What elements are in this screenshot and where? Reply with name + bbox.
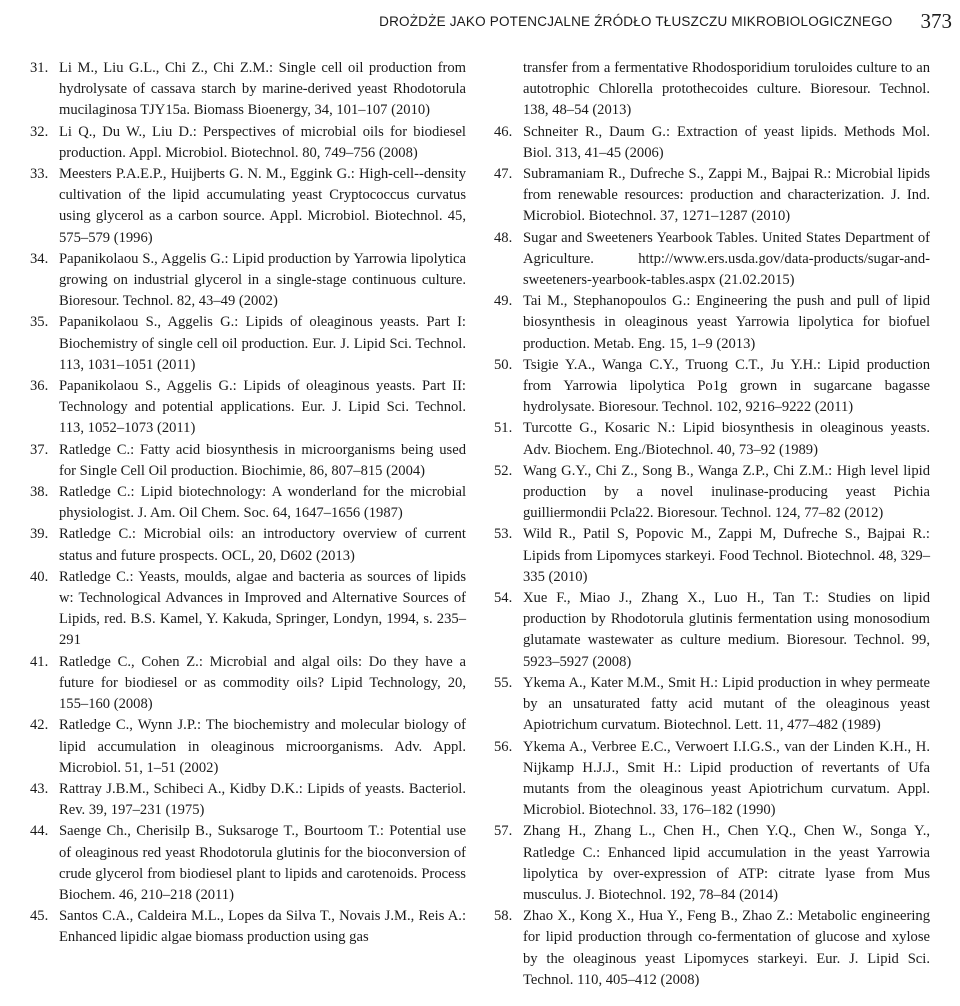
reference-number: 32.	[30, 123, 49, 140]
reference-item	[30, 164, 466, 249]
reference-item	[494, 355, 930, 419]
reference-item	[30, 482, 466, 524]
reference-text: Sugar and Sweeteners Yearbook Tables. United States Department of Agriculture. http://www.ers.usda.gov/data-products/sugar-and-sweeteners-yearbook-tables.aspx (21.02.2015)	[523, 229, 930, 289]
reference-number: 48.	[494, 229, 513, 246]
reference-text: Subramaniam R., Dufreche S., Zappi M., Bajpai R.: Microbial lipids from renewable resources: production and characterization. J. Ind. Microbiol. Biotechnol. 37, 1271–1287 (2010)	[523, 166, 930, 225]
reference-number	[494, 58, 523, 122]
reference-item	[494, 588, 930, 673]
reference-text: Turcotte G., Kosaric N.: Lipid biosynthesis in oleaginous yeasts. Adv. Biochem. Eng./Biotechnol. 40, 73–92 (1989)	[523, 420, 930, 458]
reference-item	[494, 461, 930, 525]
reference-item	[30, 524, 466, 566]
reference-item	[30, 567, 466, 652]
reference-number: 34.	[30, 250, 49, 267]
reference-text: Wild R., Patil S, Popovic M., Zappi M, Dufreche S., Bajpai R.: Lipids from Lipomyces starkeyi. Food Technol. Biotechnol. 48, 329–335 (2010)	[523, 526, 930, 585]
reference-number: 44.	[30, 823, 49, 840]
reference-item	[494, 58, 930, 122]
reference-text: Li M., Liu G.L., Chi Z., Chi Z.M.: Single cell oil production from hydrolysate of cassava starch by marine-derived yeast Rhodotorula mucilaginosa TJY15a. Biomass Bioenergy, 34, 101–107 (2010)	[59, 60, 466, 119]
reference-text: Papanikolaou S., Aggelis G.: Lipids of oleaginous yeasts. Part I: Biochemistry of single cell oil production. Eur. J. Lipid Sci. Technol. 113, 1031–1051 (2011)	[59, 314, 466, 373]
reference-text: Schneiter R., Daum G.: Extraction of yeast lipids. Methods Mol. Biol. 313, 41–45 (2006)	[523, 123, 930, 161]
reference-item	[30, 122, 466, 164]
reference-text: Papanikolaou S., Aggelis G.: Lipids of oleaginous yeasts. Part II: Technology and potential applications. Eur. J. Lipid Sci. Technol. 113, 1052–1073 (2011)	[59, 378, 466, 437]
reference-item	[30, 249, 466, 313]
reference-text: Ratledge C., Wynn J.P.: The biochemistry and molecular biology of lipid accumulation in oleaginous microorganisms. Adv. Appl. Microbiol. 51, 1–51 (2002)	[59, 717, 466, 776]
reference-item	[30, 312, 466, 376]
references-left-column	[30, 58, 466, 949]
page-number: 373	[920, 8, 952, 33]
reference-text: Papanikolaou S., Aggelis G.: Lipid production by Yarrowia lipolytica growing on industrial glycerol in a single-stage continuous culture. Bioresour. Technol. 82, 43–49 (2002)	[59, 250, 466, 310]
reference-number: 38.	[30, 484, 49, 501]
reference-number: 40.	[30, 568, 49, 585]
reference-item	[494, 737, 930, 822]
reference-item	[494, 291, 930, 355]
reference-item	[30, 821, 466, 906]
reference-item	[494, 524, 930, 588]
reference-text: Tai M., Stephanopoulos G.: Engineering the push and pull of lipid biosynthesis in oleaginous yeast Yarrowia lipolytica for biofuel production. Metab. Eng. 15, 1–9 (2013)	[523, 293, 930, 352]
reference-text: transfer from a fermentative Rhodosporidium toruloides culture to an autotrophic Chlorella protothecoides culture. Bioresour. Technol. 138, 48–54 (2013)	[523, 60, 930, 119]
reference-number: 42.	[30, 717, 49, 734]
reference-text: Li Q., Du W., Liu D.: Perspectives of microbial oils for biodiesel production. Appl. Microbiol. Biotechnol. 80, 749–756 (2008)	[59, 123, 466, 161]
reference-text: Ykema A., Verbree E.C., Verwoert I.I.G.S., van der Linden K.H., H. Nijkamp H.J.J., Smit H.: Lipid production of revertants of Ufa mutants from the oleaginous yeast Apiotrichum curvatum. Appl. Microbiol. Biotechnol. 33, 176–182 (1990)	[523, 738, 930, 819]
reference-number: 41.	[30, 653, 49, 670]
reference-text: Ykema A., Kater M.M., Smit H.: Lipid production in whey permeate by an unsaturated fatty acid mutant of the oleaginous yeast Apiotrichum curvatum. Biotechnol. Lett. 11, 477–482 (1989)	[523, 674, 930, 734]
reference-item	[30, 715, 466, 779]
reference-number: 56.	[494, 738, 513, 755]
reference-item	[494, 164, 930, 228]
reference-item	[494, 673, 930, 737]
reference-text: Wang G.Y., Chi Z., Song B., Wanga Z.P., Chi Z.M.: High level lipid production by a novel inulinase-producing yeast Pichia guilliermondii Pcla22. Bioresour. Technol. 124, 77–82 (2012)	[523, 462, 930, 522]
reference-number: 50.	[494, 356, 513, 373]
reference-number: 47.	[494, 166, 513, 183]
reference-text: Santos C.A., Caldeira M.L., Lopes da Silva T., Novais J.M., Reis A.: Enhanced lipidic algae biomass production using gas	[59, 908, 466, 946]
reference-item	[30, 652, 466, 716]
reference-item	[30, 58, 466, 122]
reference-item	[494, 906, 930, 991]
reference-text: Ratledge C.: Yeasts, moulds, algae and bacteria as sources of lipids w: Technological Advances in Improved and Alternative Sources of Lipids, red. B.S. Kamel, Y. Kakuda, Springer, Londyn, 1994, s. 235–291	[59, 568, 466, 649]
reference-text: Zhang H., Zhang L., Chen H., Chen Y.Q., Chen W., Songa Y., Ratledge C.: Enhanced lipid accumulation in the yeast Yarrowia lipolytica by over-expression of ATP: citrate lyase from Mus musculus. J. Biotechnol. 192, 78–84 (2014)	[523, 823, 930, 903]
reference-item	[494, 228, 930, 292]
reference-text: Zhao X., Kong X., Hua Y., Feng B., Zhao Z.: Metabolic engineering for lipid production through co-fermentation of glucose and xylose by the oleaginous yeast Lipomyces starkeyi. Eur. J. Lipid Sci. Technol. 110, 405–412 (2008)	[523, 908, 930, 988]
reference-text: Meesters P.A.E.P., Huijberts G. N. M., Eggink G.: High-cell--density cultivation of the lipid accumulating yeast Cryptococcus curvatus using glycerol as a carbon source. Appl. Microbiol. Biotechnol. 45, 575–579 (1996)	[59, 166, 466, 246]
reference-text: Ratledge C.: Fatty acid biosynthesis in microorganisms being used for Single Cell Oil production. Biochimie, 86, 807–815 (2004)	[59, 441, 466, 479]
reference-number: 36.	[30, 378, 49, 395]
reference-text: Ratledge C., Cohen Z.: Microbial and algal oils: Do they have a future for biodiesel or as commodity oils? Lipid Technology, 20, 155–160 (2008)	[59, 653, 466, 713]
reference-item	[30, 906, 466, 948]
reference-item	[30, 440, 466, 482]
reference-item	[494, 821, 930, 906]
reference-text: Rattray J.B.M., Schibeci A., Kidby D.K.: Lipids of yeasts. Bacteriol. Rev. 39, 197–231 (1975)	[59, 780, 466, 819]
reference-number: 45.	[30, 908, 49, 925]
reference-number: 51.	[494, 420, 513, 437]
reference-number: 31.	[30, 60, 49, 76]
reference-number: 35.	[30, 314, 49, 331]
running-title: DROŻDŻE JAKO POTENCJALNE ŹRÓDŁO TŁUSZCZU MIKROBIOLOGICZNEGO	[379, 13, 893, 29]
reference-number: 52.	[494, 462, 513, 479]
reference-item	[30, 376, 466, 440]
reference-number: 39.	[30, 526, 49, 543]
reference-text: Ratledge C.: Lipid biotechnology: A wonderland for the microbial physiologist. J. Am. Oil Chem. Soc. 64, 1647–1656 (1987)	[59, 484, 466, 522]
reference-number: 54.	[494, 590, 513, 607]
reference-text: Ratledge C.: Microbial oils: an introductory overview of current status and future prospects. OCL, 20, D602 (2013)	[59, 526, 466, 564]
reference-text: Tsigie Y.A., Wanga C.Y., Truong C.T., Ju Y.H.: Lipid production from Yarrowia lipolytica Po1g grown in sugarcane bagasse hydrolysate. Bioresour. Technol. 102, 9216–9222 (2011)	[523, 356, 930, 416]
reference-number: 53.	[494, 526, 513, 543]
reference-item	[494, 122, 930, 164]
reference-number: 49.	[494, 293, 513, 310]
reference-item	[494, 418, 930, 460]
references-right-column	[494, 58, 930, 991]
reference-number: 58.	[494, 908, 513, 925]
reference-text: Xue F., Miao J., Zhang X., Luo H., Tan T.: Studies on lipid production by Rhodotorula glutinis fermentation using monosodium glutamate wastewater as culture medium. Bioresour. Technol. 99, 5923–5927 (2008)	[523, 590, 930, 670]
reference-number: 57.	[494, 823, 513, 840]
reference-text: Saenge Ch., Cherisilp B., Suksaroge T., Bourtoom T.: Potential use of oleaginous red yeast Rhodotorula glutinis for the bioconversion of crude glycerol from biodiesel plant to lipids and carotenoids. Process Biochem. 46, 210–218 (2011)	[59, 823, 466, 903]
reference-number: 55.	[494, 674, 513, 691]
reference-item	[30, 779, 466, 821]
reference-number: 33.	[30, 166, 49, 183]
reference-number: 37.	[30, 441, 49, 458]
page-header	[0, 6, 960, 36]
reference-number: 46.	[494, 123, 513, 140]
reference-number: 43.	[30, 780, 49, 797]
